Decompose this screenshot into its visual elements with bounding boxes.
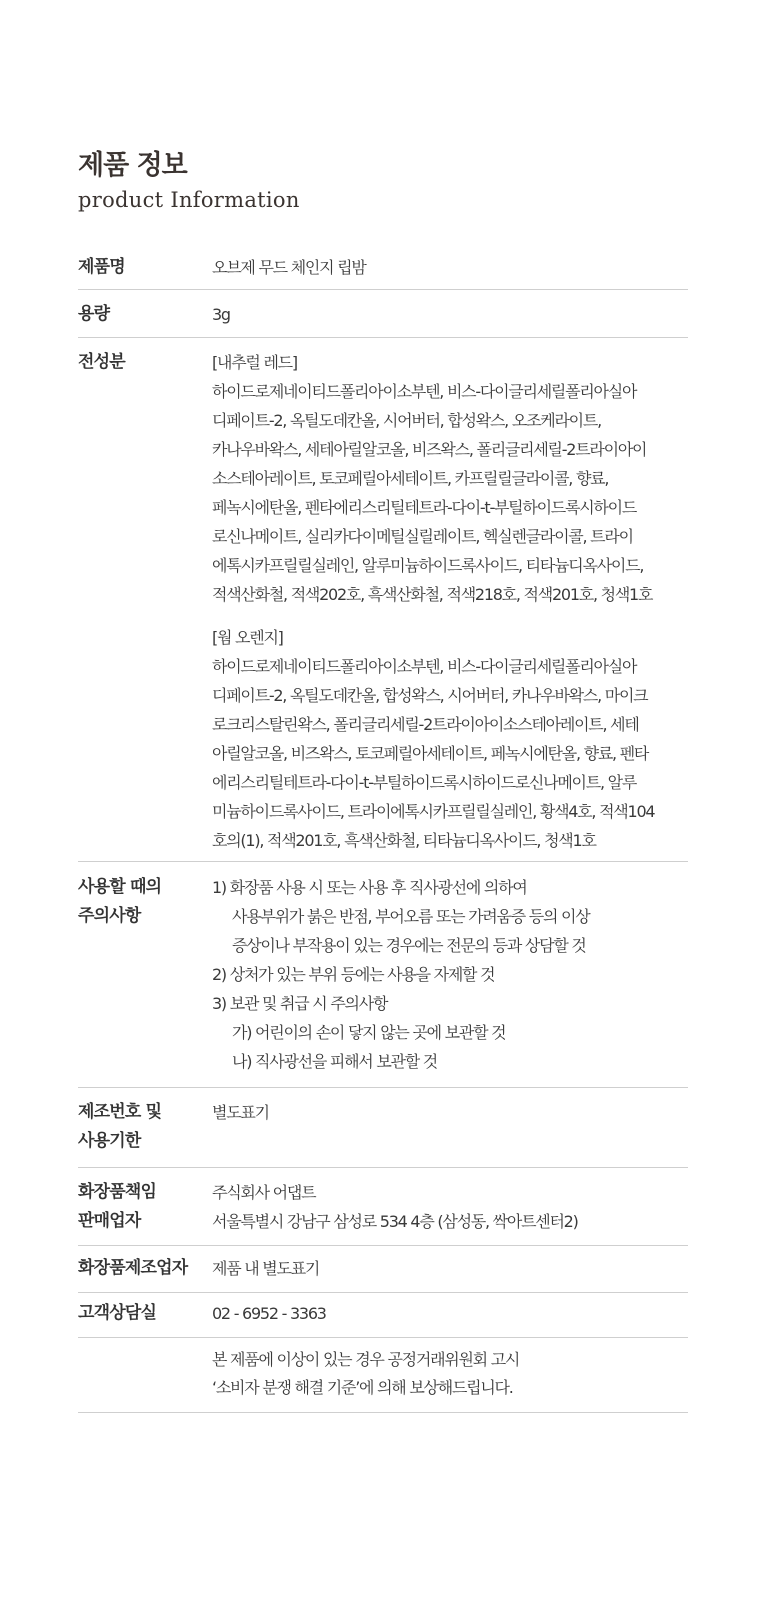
caution-line: 2) 상처가 있는 부위 등에는 사용을 자제할 것: [212, 965, 495, 984]
row-label: 화장품제조업자: [78, 1258, 188, 1278]
row-manufacturer: [78, 1246, 688, 1293]
row-notice: [78, 1338, 688, 1413]
ingredient-line: 에리스리틸테트라-다이-t-부틸하이드록시하이드로신나메이트, 알루: [212, 773, 637, 792]
manufacturer-value: 제품 내 별도표기: [212, 1259, 320, 1278]
ingredient-line: 페녹시에탄올, 펜타에리스리틸테트라-다이-t-부틸하이드록시하이드: [212, 498, 637, 517]
ingredient-line: 디페이트-2, 옥틸도데칸올, 시어버터, 합성왁스, 오조케라이트,: [212, 411, 601, 430]
notice-line: 본 제품에 이상이 있는 경우 공정거래위원회 고시: [212, 1350, 520, 1369]
ingredient-line: 호의(1), 적색201호, 흑색산화철, 티타늄디옥사이드, 청색1호: [212, 831, 596, 850]
row-seller: [78, 1168, 688, 1246]
ingredient-line: 소스테아레이트, 토코페릴아세테이트, 카프릴릴글라이콜, 향료,: [212, 469, 609, 488]
row-label-empty: [78, 1346, 212, 1412]
notice-line: ‘소비자 분쟁 해결 기준’에 의해 보상해드립니다.: [212, 1378, 513, 1397]
caution-line: 3) 보관 및 취급 시 주의사항: [212, 994, 388, 1013]
caution-line: 가) 어린이의 손이 닿지 않는 곳에 보관할 것: [232, 1023, 506, 1042]
volume-value: 3g: [212, 305, 230, 324]
ingredient-group-warm-orange: [212, 623, 688, 855]
product-name-value: 오브제 무드 체인지 립밤: [212, 258, 366, 277]
ingredient-line: 로신나메이트, 실리카다이메틸실릴레이트, 헥실렌글라이콜, 트라이: [212, 527, 633, 546]
customer-service-phone: 02 - 6952 - 3363: [212, 1304, 326, 1323]
ingredient-line: 디페이트-2, 옥틸도데칸올, 합성왁스, 시어버터, 카나우바왁스, 마이크: [212, 686, 648, 705]
notice-value: [212, 1346, 688, 1412]
ingredient-group-natural-red: [212, 348, 688, 609]
ingredient-line: 적색산화철, 적색202호, 흑색산화철, 적색218호, 적색201호, 청색1호: [212, 585, 653, 604]
row-caution: [78, 862, 688, 1088]
seller-value: [212, 1178, 688, 1245]
mfg-number-value: 별도표기: [212, 1103, 269, 1122]
product-info-table: [78, 244, 688, 1413]
row-label: 사용할 때의 주의사항: [78, 877, 162, 926]
seller-address: 서울특별시 강남구 삼성로 534 4층 (삼성동, 싹아트센터2): [212, 1212, 578, 1231]
row-label: 용량: [78, 304, 110, 324]
caution-line: 증상이나 부작용이 있는 경우에는 전문의 등과 상담할 것: [232, 936, 586, 955]
caution-value: [212, 873, 688, 1087]
caution-line: 사용부위가 붉은 반점, 부어오름 또는 가려움증 등의 이상: [232, 907, 590, 926]
caution-line: 나) 직사광선을 피해서 보관할 것: [232, 1052, 438, 1071]
section-subtitle: product Information: [78, 188, 300, 212]
seller-company: 주식회사 어댑트: [212, 1183, 316, 1202]
ingredient-line: 아릴알코올, 비즈왁스, 토코페릴아세테이트, 페녹시에탄올, 향료, 펜타: [212, 744, 649, 763]
ingredient-line: 하이드로제네이티드폴리아이소부텐, 비스-다이글리세릴폴리아실아: [212, 657, 637, 676]
row-label: 화장품책임 판매업자: [78, 1182, 157, 1231]
row-label: 고객상담실: [78, 1303, 157, 1323]
row-label: 제조번호 및 사용기한: [78, 1102, 162, 1151]
ingredient-group-title: [웜 오렌지]: [212, 628, 283, 647]
ingredient-line: 하이드로제네이티드폴리아이소부텐, 비스-다이글리세릴폴리아실아: [212, 382, 637, 401]
row-ingredients: [78, 338, 688, 862]
row-mfg-number: [78, 1088, 688, 1168]
row-label: 제품명: [78, 257, 125, 277]
caution-line: 1) 화장품 사용 시 또는 사용 후 직사광선에 의하여: [212, 878, 527, 897]
section-title: 제품 정보: [78, 150, 187, 181]
row-customer-service: [78, 1293, 688, 1338]
row-volume: [78, 290, 688, 338]
ingredient-line: 미늄하이드록사이드, 트라이에톡시카프릴릴실레인, 황색4호, 적색104: [212, 802, 655, 821]
row-label: 전성분: [78, 352, 125, 372]
ingredient-line: 로크리스탈린왁스, 폴리글리세릴-2트라이아이소스테아레이트, 세테: [212, 715, 639, 734]
ingredient-line: 카나우바왁스, 세테아릴알코올, 비즈왁스, 폴리글리세릴-2트라이아이: [212, 440, 647, 459]
section-header: [78, 148, 300, 214]
row-product-name: [78, 244, 688, 290]
ingredients-value: [212, 348, 688, 861]
ingredient-line: 에톡시카프릴릴실레인, 알루미늄하이드록사이드, 티타늄디옥사이드,: [212, 556, 644, 575]
ingredient-group-title: [내추럴 레드]: [212, 353, 297, 372]
